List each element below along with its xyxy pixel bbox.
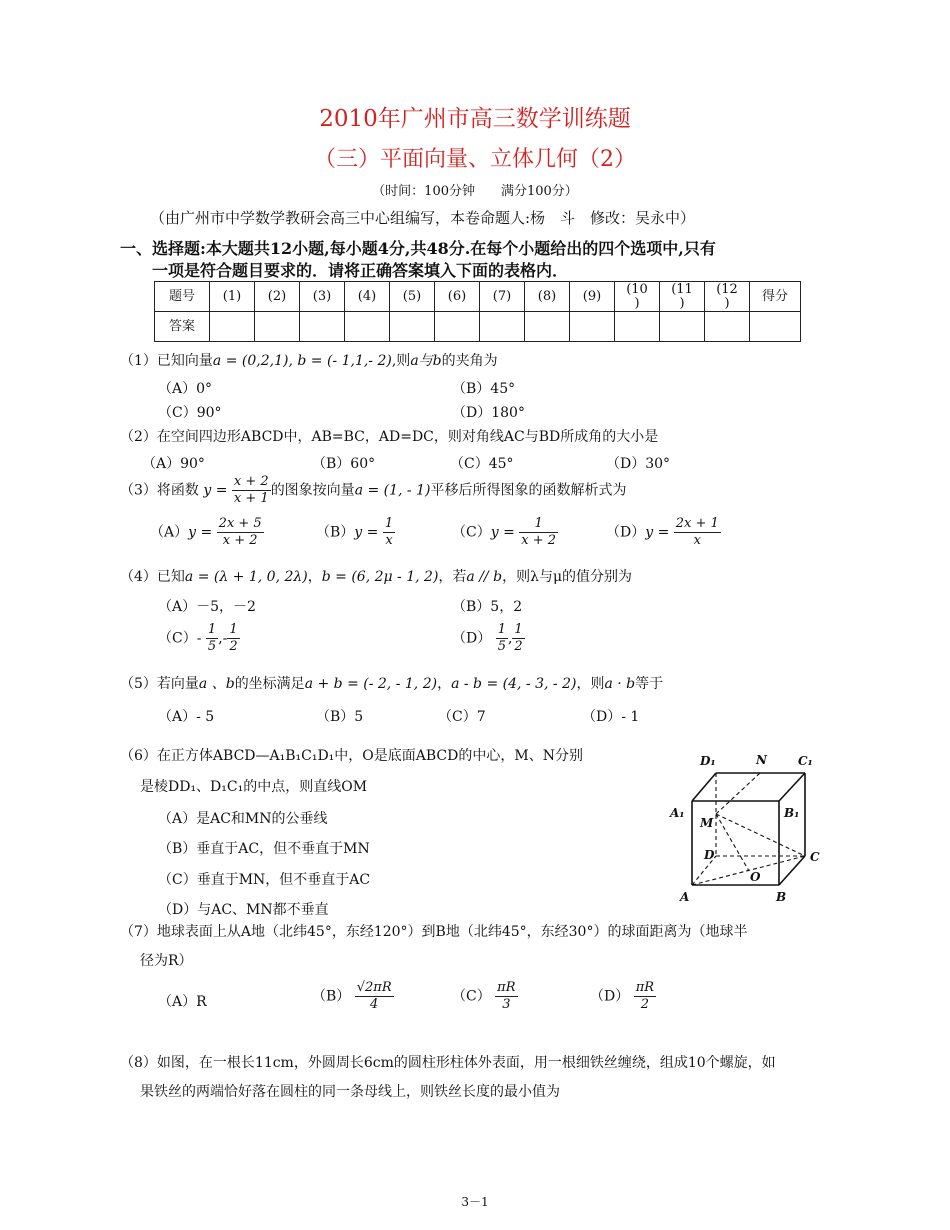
q6-option-d: （D）与AC、MN都不垂直: [158, 902, 329, 918]
q-number-cell: (3): [300, 282, 345, 312]
question-8-line-1: （8）如图，在一根长11cm，外圆周长6cm的圆柱形柱体外表面，用一根细铁丝缠绕，组成10个螺旋，如: [120, 1055, 776, 1071]
time-info: （时间：100分钟 满分100分）: [372, 184, 578, 199]
answer-cell[interactable]: [480, 312, 525, 342]
label-a: A: [680, 890, 690, 904]
question-7-line-1: （7）地球表面上从A地（北纬45°，东经120°）到B地（北纬45°，东经30°）的球面距离为（地球半: [120, 924, 748, 940]
answer-cell[interactable]: [345, 312, 390, 342]
q-number-cell: (10 ): [615, 282, 660, 312]
segment-m-c: [716, 814, 805, 856]
q5-option-c: （C）7: [438, 709, 486, 725]
q3-option-d: （D）y = $\frac{2x + 1}{x}$: [606, 516, 719, 548]
edge-b1-c1: [779, 773, 805, 801]
header-label-cell: 题号: [155, 282, 210, 312]
q-number-cell: (11 ): [660, 282, 705, 312]
question-6-line-1: （6）在正方体ABCD—A₁B₁C₁D₁中，O是底面ABCD的中心，M、N分别: [120, 748, 583, 764]
q7-option-b: （B） $\frac{√2\pi R}{4}$: [312, 980, 392, 1012]
q1-option-d: （D）180°: [452, 405, 525, 421]
section-line-2: 一项是符合题目要求的．请将正确答案填入下面的表格内．: [152, 261, 569, 280]
q2-option-a: （A）90°: [142, 456, 205, 472]
question-3-stem: （3）将函数 y = $\frac{x + 2}{x + 1}$ 的图象按向量a = (1, - 1)平移后所得图象的函数解析式为: [120, 474, 627, 506]
score-label-cell: 得分: [750, 282, 801, 312]
answer-cell[interactable]: [300, 312, 345, 342]
q-number-cell: (4): [345, 282, 390, 312]
question-1-stem: （1）已知向量a = (0,2,1), b = (- 1,1,- 2),则a与b的夹角为: [120, 353, 498, 369]
authors-note: （由广州市中学数学教研会高三中心组编写，本卷命题人:杨 斗 修改：吴永中）: [150, 209, 696, 227]
q3-option-c: （C）y = $\frac{1}{x + 2}$: [452, 516, 557, 548]
page-title: 2010年广州市高三数学训练题: [319, 106, 631, 132]
answer-label-cell: 答案: [155, 312, 210, 342]
label-d1: D₁: [700, 754, 716, 768]
q5-option-b: （B）5: [316, 709, 364, 725]
answer-cell[interactable]: [525, 312, 570, 342]
answer-cell[interactable]: [570, 312, 615, 342]
q4-option-c: （C）- $\frac{1}{5}$ ,- $\frac{1}{2}$: [158, 622, 238, 654]
answer-cell[interactable]: [435, 312, 480, 342]
question-6-line-2: 是棱DD₁、D₁C₁的中点，则直线OM: [140, 779, 368, 795]
answer-table-answer-row: [155, 312, 801, 342]
question-7-line-2: 径为R）: [140, 953, 193, 969]
question-4-stem: （4）已知a = (λ + 1, 0, 2λ)，b = (6, 2μ - 1, 2)，若a // b，则λ与μ的值分别为: [120, 569, 633, 585]
q7-option-a: （A）R: [158, 994, 207, 1010]
page-number: 3－1: [461, 1195, 489, 1209]
edge-b-c: [779, 856, 805, 885]
q3-function-fraction: $\frac{x + 2}{x + 1}$: [233, 474, 269, 506]
label-o: O: [750, 870, 761, 884]
q-number-cell: (9): [570, 282, 615, 312]
label-a1: A₁: [670, 806, 685, 820]
answer-cell[interactable]: [255, 312, 300, 342]
q6-option-a: （A）是AC和MN的公垂线: [158, 811, 328, 827]
q2-option-d: （D）30°: [606, 456, 671, 472]
q4-option-a: （A）－5，－2: [158, 599, 256, 615]
q6-option-b: （B）垂直于AC，但不垂直于MN: [158, 841, 370, 857]
label-b: B: [776, 890, 787, 904]
question-5-stem: （5）若向量a 、b的坐标满足a + b = (- 2, - 1, 2)，a - b = (4, - 3, - 2)，则a · b等于: [120, 676, 664, 692]
answer-table-header-row: [155, 282, 801, 312]
q4-option-b: （B）5，2: [452, 599, 523, 615]
q3-option-a: （A）y = $\frac{2x + 5}{x + 2}$: [150, 516, 262, 548]
q2-option-b: （B）60°: [312, 456, 376, 472]
q3-option-b: （B）y = $\frac{1}{x}$: [316, 516, 394, 548]
cube-figure: [664, 745, 834, 910]
segment-m-n: [716, 773, 760, 814]
question-8-line-2: 果铁丝的两端恰好落在圆柱的同一条母线上，则铁丝长度的最小值为: [140, 1084, 560, 1100]
section-line-1: 一、选择题:本大题共12小题,每小题4分,共48分.在每个小题给出的四个选项中,只有: [120, 239, 716, 258]
q1-option-b: （B）45°: [452, 381, 516, 397]
q1-option-c: （C）90°: [158, 405, 222, 421]
q2-option-c: （C）45°: [450, 456, 514, 472]
q1-vectors: a = (0,2,1), b = (- 1,1,- 2): [212, 353, 392, 369]
answer-table: [154, 281, 801, 342]
q1-option-a: （A）0°: [158, 381, 213, 397]
score-cell[interactable]: [750, 312, 801, 342]
q4-option-d: （D） $\frac{1}{5}$ , $\frac{1}{2}$: [452, 622, 523, 654]
section-heading: [120, 238, 840, 282]
q-number-cell: (12 ): [705, 282, 750, 312]
q5-option-d: （D）- 1: [582, 709, 640, 725]
label-n: N: [756, 753, 767, 767]
q6-option-c: （C）垂直于MN，但不垂直于AC: [158, 872, 371, 888]
page-subtitle: （三）平面向量、立体几何（2）: [314, 147, 636, 172]
answer-cell[interactable]: [615, 312, 660, 342]
answer-cell[interactable]: [390, 312, 435, 342]
label-c1: C₁: [798, 754, 813, 768]
q7-option-d: （D） $\frac{\pi R}{2}$: [590, 980, 655, 1012]
q-number-cell: (7): [480, 282, 525, 312]
answer-cell[interactable]: [660, 312, 705, 342]
q-number-cell: (8): [525, 282, 570, 312]
q-number-cell: (2): [255, 282, 300, 312]
q-number-cell: (1): [210, 282, 255, 312]
answer-cell[interactable]: [210, 312, 255, 342]
label-b1: B₁: [784, 806, 800, 820]
q5-option-a: （A）- 5: [158, 709, 215, 725]
q-number-cell: (5): [390, 282, 435, 312]
label-d: D: [704, 848, 715, 862]
answer-cell[interactable]: [705, 312, 750, 342]
q-number-cell: (6): [435, 282, 480, 312]
label-m: M: [700, 816, 714, 830]
q7-option-c: （C） $\frac{\pi R}{3}$: [452, 980, 516, 1012]
edge-a1-d1: [692, 773, 716, 801]
label-c: C: [810, 850, 820, 864]
question-2-stem: （2）在空间四边形ABCD中，AB=BC，AD=DC，则对角线AC与BD所成角的大小是: [120, 429, 659, 445]
segment-o-m: [716, 814, 749, 871]
